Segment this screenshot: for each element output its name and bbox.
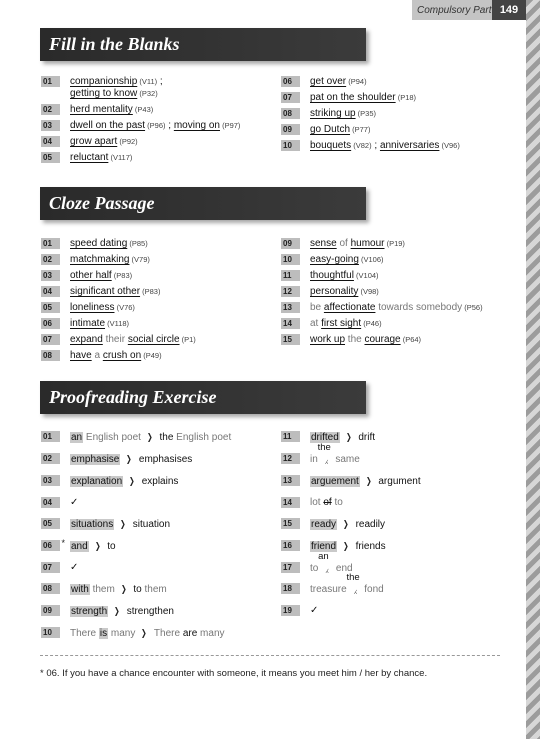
answer-phrase: humour	[350, 238, 385, 249]
reference-code: (P32)	[137, 89, 158, 98]
reference-code: (P83)	[140, 287, 161, 296]
answer-row	[41, 334, 196, 346]
answer-phrase: go Dutch	[310, 124, 351, 135]
answer-text: a	[91, 350, 103, 361]
correction-text: There	[70, 628, 99, 639]
correction-text: readily	[355, 519, 386, 530]
answer-phrase: moving on	[173, 120, 220, 131]
page-header	[412, 0, 526, 20]
answer-phrase: sense	[310, 238, 337, 249]
reference-code: (P1)	[179, 335, 196, 344]
answer-row	[41, 318, 196, 330]
arrow-right-icon: ❯	[120, 519, 126, 529]
question-number: 03	[41, 120, 60, 131]
reference-code: (V117)	[108, 153, 133, 162]
correction-text: many	[108, 628, 136, 639]
answer-text: ;	[165, 120, 174, 131]
proof-row	[41, 431, 231, 444]
proof-answer	[41, 475, 178, 488]
cloze-left-column	[41, 238, 196, 366]
question-number: 03	[41, 270, 60, 281]
question-number: 01	[41, 431, 60, 442]
answer-line	[70, 120, 240, 132]
insertion-mark	[317, 442, 333, 466]
question-number: 13	[281, 475, 300, 486]
arrow-right-icon: ❯	[129, 476, 135, 486]
question-number: 06 *	[43, 538, 65, 550]
question-number: 09	[41, 605, 60, 616]
question-number: 11	[281, 270, 300, 281]
insert-caret-icon: ⁁	[325, 454, 328, 464]
answer-row	[281, 318, 483, 330]
question-number: 13	[281, 302, 300, 313]
answer-phrase: getting to know	[70, 88, 138, 99]
reference-code: (P77)	[350, 125, 371, 134]
arrow-right-icon: ❯	[126, 454, 132, 464]
answer-row	[41, 286, 196, 298]
answer-phrase: personality	[310, 286, 359, 297]
proof-row	[41, 627, 225, 640]
answer-line	[70, 286, 196, 298]
reference-code: (P97)	[219, 121, 241, 130]
error-word: ready	[311, 519, 337, 530]
correction-text: drift	[358, 432, 376, 443]
reference-code: (P96)	[145, 121, 166, 130]
answer-phrase: striking up	[310, 108, 356, 119]
answer-row	[281, 238, 483, 250]
answer-row	[281, 254, 483, 266]
answer-phrase: crush on	[102, 350, 142, 361]
answer-row	[41, 254, 196, 266]
arrow-right-icon: ❯	[114, 606, 120, 616]
proof-row	[281, 518, 385, 531]
correction-text: friends	[355, 541, 386, 552]
reference-code: (P35)	[355, 109, 377, 118]
answer-text: the	[345, 334, 365, 345]
correction-text: strengthen	[126, 606, 174, 617]
error-word: strength	[71, 606, 108, 617]
arrow-right-icon: ❯	[342, 519, 349, 529]
answer-row	[281, 92, 460, 104]
question-number: 08	[281, 108, 300, 119]
answer-row	[41, 152, 240, 164]
correction-text: ✓	[70, 497, 79, 508]
answer-row	[41, 350, 196, 362]
answer-phrase: other half	[70, 270, 112, 281]
answer-phrase: easy-going	[310, 254, 359, 265]
cloze-right-column	[281, 238, 483, 350]
question-number: 08	[41, 350, 60, 361]
reference-code: (P94)	[346, 77, 367, 86]
insert-caret-icon: ⁁	[354, 584, 357, 594]
question-number: 11	[281, 431, 300, 442]
question-number: 10	[281, 254, 300, 265]
answer-line	[70, 136, 240, 148]
proof-row	[41, 540, 116, 553]
answer-line	[70, 88, 240, 100]
error-word: explanation	[71, 476, 123, 487]
proof-answer	[41, 431, 231, 444]
reference-code: (V98)	[358, 287, 379, 296]
correction-text: English poet	[173, 432, 232, 443]
answer-phrase: anniversaries	[379, 140, 440, 151]
question-number: 06	[41, 318, 60, 329]
correction-text: English poet	[83, 432, 141, 443]
proofreading-heading: Proofreading Exercise	[40, 381, 366, 414]
error-word: drifted	[311, 432, 339, 443]
answer-phrase: first sight	[321, 318, 362, 329]
arrow-right-icon: ❯	[141, 628, 147, 638]
answer-line	[70, 76, 240, 88]
question-number: 15	[281, 518, 300, 529]
answer-row	[281, 302, 483, 314]
answer-line	[70, 334, 196, 346]
answer-row	[41, 238, 196, 250]
question-number: 05	[41, 518, 60, 529]
answer-text: towards somebody	[375, 302, 463, 313]
answer-phrase: intimate	[70, 318, 106, 329]
correction-text: argument	[378, 476, 421, 487]
answer-row	[41, 120, 240, 132]
question-number: 01	[41, 76, 60, 87]
correction-text: ✓	[70, 562, 79, 573]
correction-text: end	[333, 563, 353, 574]
question-number: 01	[41, 238, 60, 249]
correction-text: the	[159, 432, 174, 443]
inserted-word: an	[318, 551, 329, 562]
question-number: 15	[281, 334, 300, 345]
correction-text: them	[141, 584, 167, 595]
answer-text: at	[310, 318, 322, 329]
reference-code: (P85)	[127, 239, 148, 248]
proof-row	[41, 518, 170, 531]
reference-code: (P92)	[117, 137, 138, 146]
answer-text: of	[336, 238, 351, 249]
answer-phrase: affectionate	[323, 302, 376, 313]
error-word: emphasise	[71, 454, 120, 465]
insert-caret-icon: ⁁	[326, 563, 329, 573]
answer-row	[41, 270, 196, 282]
proof-row	[41, 605, 174, 618]
answer-line	[70, 254, 196, 266]
arrow-right-icon: ❯	[146, 432, 153, 442]
question-number: 05	[41, 302, 60, 313]
footnote-marker: *	[61, 538, 65, 548]
reference-code: (V11)	[137, 77, 158, 86]
error-word: and	[71, 541, 88, 552]
proof-row	[281, 497, 343, 509]
question-number: 07	[41, 562, 60, 573]
inserted-word: the	[346, 572, 360, 583]
question-number: 04	[41, 136, 60, 147]
question-number: 03	[41, 475, 60, 486]
proof-answer	[41, 518, 170, 531]
answer-line	[70, 318, 196, 330]
footnote-divider	[40, 655, 500, 656]
cloze-passage-heading: Cloze Passage	[40, 187, 366, 220]
answer-row	[281, 124, 460, 136]
answer-line	[310, 254, 483, 266]
question-number: 06	[281, 76, 300, 87]
deleted-word: of	[323, 497, 332, 508]
answer-line	[70, 104, 240, 116]
question-number: 08	[41, 583, 60, 594]
answer-phrase: speed dating	[70, 238, 128, 249]
question-number: 16	[281, 540, 300, 551]
reference-code: (P56)	[462, 303, 483, 312]
answer-row	[281, 76, 460, 88]
answer-phrase: get over	[310, 76, 347, 87]
correction-text: them	[89, 584, 115, 595]
question-number: 09	[281, 238, 300, 249]
answer-row	[281, 286, 483, 298]
fill-in-the-blanks-heading: Fill in the Blanks	[40, 28, 366, 61]
answer-line	[310, 318, 483, 330]
proof-row	[41, 475, 178, 488]
answer-text: ;	[157, 76, 163, 87]
question-number: 02	[41, 254, 60, 265]
answer-line	[310, 286, 483, 298]
question-number: 07	[281, 92, 300, 103]
answer-phrase: companionship	[70, 76, 138, 87]
answer-phrase: have	[70, 350, 92, 361]
question-number: 05	[41, 152, 60, 163]
answer-phrase: social circle	[127, 334, 180, 345]
proof-answer	[281, 475, 421, 488]
proof-row	[41, 497, 78, 509]
arrow-right-icon: ❯	[345, 432, 352, 442]
answer-text: be	[310, 302, 324, 313]
question-number: 02	[41, 453, 60, 464]
proof-row	[281, 442, 360, 466]
answer-phrase: courage	[364, 334, 401, 345]
question-number: 09	[281, 124, 300, 135]
correction-text: fond	[361, 584, 384, 595]
correction-text: ✓	[310, 605, 319, 616]
answer-phrase: expand	[70, 334, 103, 345]
proof-row	[281, 540, 386, 553]
answer-phrase: loneliness	[70, 302, 115, 313]
correction-text: explains	[141, 476, 179, 487]
question-number: 14	[281, 497, 300, 508]
arrow-right-icon: ❯	[342, 541, 349, 551]
answer-row	[281, 140, 460, 152]
correction-text: in	[310, 454, 321, 465]
answer-phrase: significant other	[70, 286, 141, 297]
question-number: 19	[281, 605, 300, 616]
question-number: 12	[281, 453, 300, 464]
correction-text: emphasises	[138, 454, 193, 465]
answer-line	[310, 140, 460, 152]
proof-row	[281, 605, 318, 617]
reference-code: (V104)	[353, 271, 379, 280]
error-word: is	[99, 628, 108, 639]
reference-code: (V96)	[439, 141, 460, 150]
answer-row	[281, 108, 460, 120]
correction-text: many	[197, 628, 225, 639]
section-label: Compulsory Part	[417, 4, 492, 16]
question-number: 10	[281, 140, 300, 151]
arrow-right-icon: ❯	[94, 541, 101, 551]
error-word: arguement	[311, 476, 359, 487]
error-word: situations	[71, 519, 114, 530]
proof-row	[281, 551, 353, 575]
answer-phrase: reluctant	[70, 152, 109, 163]
answer-line	[310, 238, 483, 250]
answer-line	[310, 302, 483, 314]
reference-code: (V79)	[129, 255, 150, 264]
question-number: 10	[41, 627, 60, 638]
reference-code: (V82)	[351, 141, 372, 150]
footnote: * 06. If you have a chance encounter with someone, it means you meet him / her by chance.	[40, 668, 428, 679]
reference-code: (P46)	[361, 319, 382, 328]
reference-code: (P19)	[384, 239, 405, 248]
proof-answer	[41, 453, 192, 466]
proof-answer	[41, 605, 174, 618]
arrow-right-icon: ❯	[365, 476, 372, 486]
proof-row	[281, 475, 421, 488]
correction-text: There	[153, 628, 183, 639]
answer-line	[70, 302, 196, 314]
answer-phrase: herd mentality	[70, 104, 133, 115]
correction-text: to	[107, 541, 116, 552]
answer-row	[41, 302, 196, 314]
answer-line	[310, 270, 483, 282]
correction-text: to	[331, 497, 343, 508]
answer-phrase: thoughtful	[310, 270, 354, 281]
error-word: with	[71, 584, 89, 595]
question-number: 02	[41, 104, 60, 115]
correction-text: same	[332, 454, 360, 465]
question-number: 04	[41, 497, 60, 508]
question-number: 18	[281, 583, 300, 594]
answer-row	[41, 136, 240, 148]
question-number: 17	[281, 562, 300, 573]
reference-code: (P43)	[132, 105, 154, 114]
page-number: 149	[492, 0, 526, 20]
inserted-word: the	[317, 442, 331, 453]
fill-right-column	[281, 76, 460, 156]
answer-line	[310, 334, 483, 346]
answer-phrase: work up	[310, 334, 346, 345]
reference-code: (V76)	[114, 303, 135, 312]
reference-code: (P49)	[141, 351, 162, 360]
question-number: 04	[41, 286, 60, 297]
answer-row	[281, 270, 483, 282]
answer-row	[281, 334, 483, 346]
answer-line	[310, 124, 460, 136]
reference-code: (V106)	[358, 255, 384, 264]
answer-line	[310, 92, 460, 104]
answer-line	[70, 270, 196, 282]
insertion-mark	[346, 572, 361, 596]
reference-code: (P18)	[395, 93, 417, 102]
proof-row	[41, 583, 167, 596]
correction-text: situation	[132, 519, 171, 530]
correction-text: to	[133, 584, 142, 595]
error-word: friend	[311, 541, 337, 552]
correction-text: treasure	[310, 584, 350, 595]
answer-line	[310, 108, 460, 120]
correction-text: are	[182, 628, 198, 639]
answer-text: ;	[371, 140, 380, 151]
answer-line	[70, 152, 240, 164]
answer-phrase: bouquets	[310, 140, 352, 151]
fill-left-column	[41, 76, 240, 168]
proof-answer	[41, 627, 225, 640]
answer-text: their	[102, 334, 128, 345]
error-word: an	[71, 432, 83, 443]
side-stripe-decoration	[526, 0, 540, 739]
reference-code: (P64)	[400, 335, 422, 344]
question-number: 07	[41, 334, 60, 345]
question-number: 14	[281, 318, 300, 329]
proof-row	[281, 572, 384, 596]
insertion-mark	[318, 551, 333, 575]
answer-line	[70, 350, 196, 362]
answer-line	[310, 76, 460, 88]
answer-row	[41, 104, 240, 116]
correction-text: to	[310, 563, 322, 574]
answer-phrase: matchmaking	[70, 254, 130, 265]
reference-code: (P83)	[111, 271, 133, 280]
answer-row	[41, 76, 240, 100]
answer-line	[70, 238, 196, 250]
correction-text: lot	[310, 497, 324, 508]
answer-phrase: dwell on the past	[70, 120, 146, 131]
proof-row	[41, 453, 192, 466]
proof-row	[41, 562, 78, 574]
answer-phrase: pat on the shoulder	[310, 92, 396, 103]
answer-phrase: grow apart	[70, 136, 118, 147]
arrow-right-icon: ❯	[120, 584, 127, 594]
question-number: 12	[281, 286, 300, 297]
reference-code: (V118)	[105, 319, 130, 328]
